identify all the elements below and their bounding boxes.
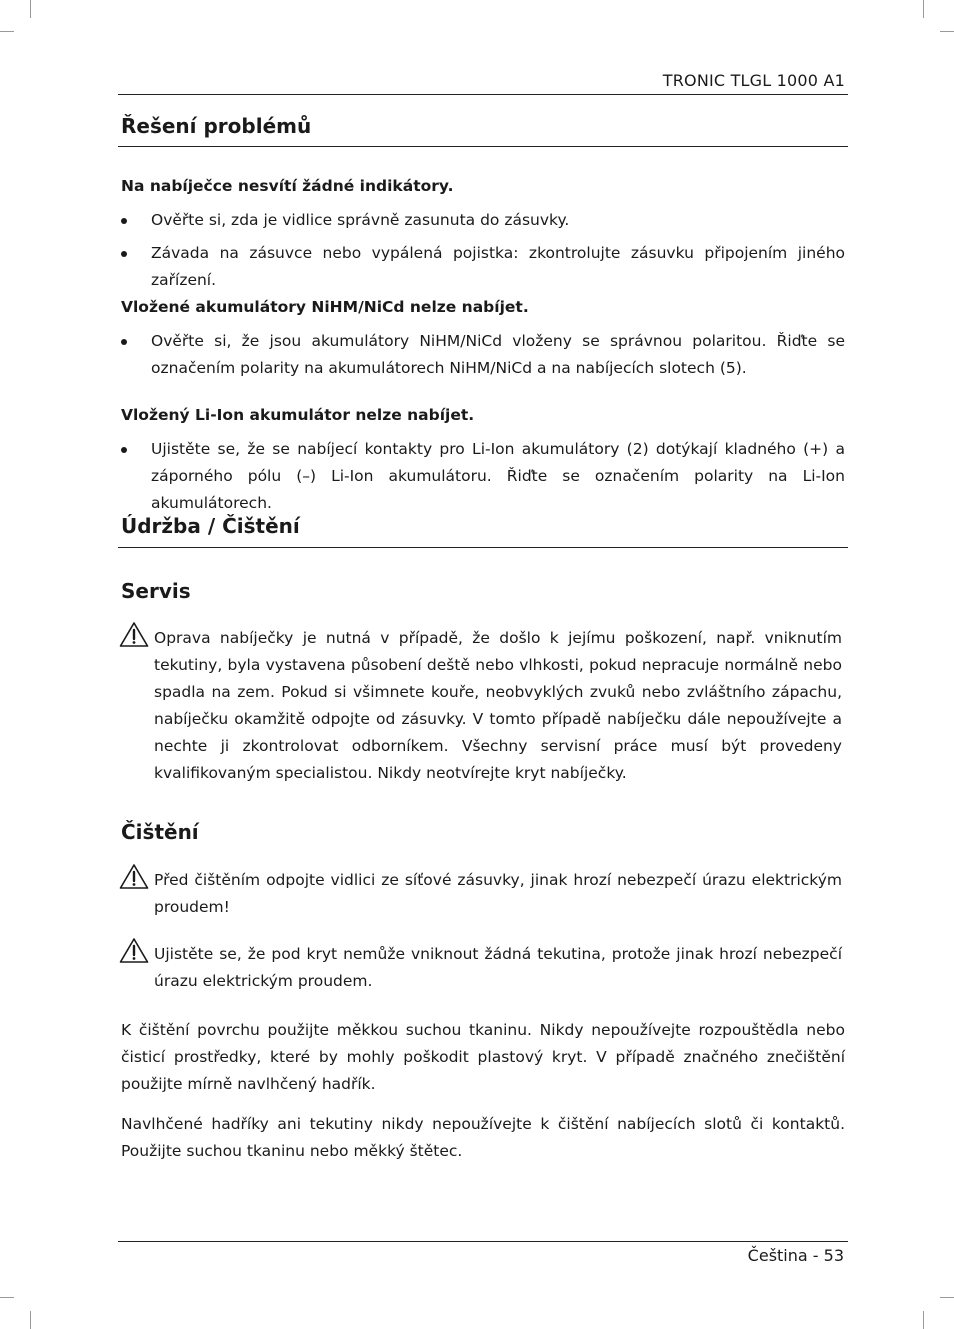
list-item bbox=[121, 207, 845, 234]
crop-mark bbox=[940, 31, 954, 32]
warning-text: Oprava nabíječky je nutná v případě, že došlo k jejímu poškození, např. vniknutím tekutiny, byla vystavena působení deště nebo vlhkosti, pokud nepracuje normálně nebo spadla na zem. Pokud si všimnete kouře, neobvyklých zvuků nebo zvláštního zápachu, nabíječku okamžitě odpojte od zásuvky. V tomto případě nabíječku dále nepoužívejte a nechte ji zkontrolovat odborníkem. Všechny servisní práce musí být provedeny kvalifikovaným specialistou. Nikdy neotvírejte kryt nabíječky. bbox=[154, 629, 842, 782]
bullet-icon bbox=[121, 251, 127, 257]
list-item-text: Ujistěte se, že se nabíjecí kontakty pro Li-Ion akumulátory (2) dotýkají kladného (+) a záporného pólu (–) Li-Ion akumulátoru. Řiďte se označením polarity na Li-Ion akumulátorech. bbox=[151, 440, 845, 512]
warning-triangle-icon bbox=[119, 863, 149, 890]
bullet-icon bbox=[121, 339, 127, 345]
crop-mark bbox=[30, 0, 31, 18]
warning-triangle-icon bbox=[119, 937, 149, 964]
warning-text: Před čištěním odpojte vidlici ze síťové zásuvky, jinak hrozí nebezpečí úrazu elektrickým proudem! bbox=[154, 871, 842, 916]
list-item bbox=[121, 328, 845, 382]
cleaning-warning bbox=[119, 867, 842, 921]
list-item-text: Závada na zásuvce nebo vypálená pojistka: zkontrolujte zásuvku připojením jiného zařízení. bbox=[151, 244, 845, 289]
problem-heading: Vložené akumulátory NiHM/NiCd nelze nabíjet. bbox=[121, 298, 529, 316]
crop-mark bbox=[940, 1297, 954, 1298]
cleaning-warning bbox=[119, 941, 842, 995]
crop-mark bbox=[30, 1311, 31, 1329]
warning-triangle-icon bbox=[119, 621, 149, 648]
crop-mark bbox=[0, 31, 14, 32]
crop-mark bbox=[0, 1297, 14, 1298]
header-product-name: TRONIC TLGL 1000 A1 bbox=[662, 71, 845, 90]
header-rule bbox=[118, 94, 848, 95]
problem-heading: Na nabíječce nesvítí žádné indikátory. bbox=[121, 177, 454, 195]
warning-text: Ujistěte se, že pod kryt nemůže vniknout žádná tekutina, protože jinak hrozí nebezpečí úrazu elektrickým proudem. bbox=[154, 945, 842, 990]
section-title-troubleshooting: Řešení problémů bbox=[121, 114, 312, 138]
bullet-icon bbox=[121, 447, 127, 453]
list-item-text: Ověřte si, že jsou akumulátory NiHM/NiCd vloženy se správnou polaritou. Řiďte se označením polarity na akumulátorech NiHM/NiCd a na nabíjecích slotech (5). bbox=[151, 332, 845, 377]
cleaning-paragraph: Navlhčené hadříky ani tekutiny nikdy nepoužívejte k čištění nabíjecích slotů či kontaktů. Použijte suchou tkaninu nebo měkký štětec. bbox=[121, 1115, 845, 1160]
problem-heading: Vložený Li-Ion akumulátor nelze nabíjet. bbox=[121, 406, 475, 424]
list-item bbox=[121, 240, 845, 294]
bullet-icon bbox=[121, 218, 127, 224]
list-item bbox=[121, 436, 845, 517]
page-number: Čeština - 53 bbox=[747, 1246, 844, 1265]
section-rule bbox=[118, 547, 848, 548]
crop-mark bbox=[923, 0, 924, 18]
crop-mark bbox=[923, 1311, 924, 1329]
cleaning-paragraph: K čištění povrchu použijte měkkou suchou tkaninu. Nikdy nepoužívejte rozpouštědla nebo čisticí prostředky, které by mohly poškodit plastový kryt. V případě značného znečištění použijte mírně navlhčený hadřík. bbox=[121, 1021, 845, 1093]
section-title-maintenance: Údržba / Čištění bbox=[121, 514, 300, 538]
section-rule bbox=[118, 146, 848, 147]
footer-rule bbox=[118, 1241, 848, 1242]
service-warning bbox=[119, 625, 842, 787]
list-item-text: Ověřte si, zda je vidlice správně zasunuta do zásuvky. bbox=[151, 211, 570, 229]
subsection-title-cleaning: Čištění bbox=[121, 820, 199, 844]
subsection-title-service: Servis bbox=[121, 579, 191, 603]
